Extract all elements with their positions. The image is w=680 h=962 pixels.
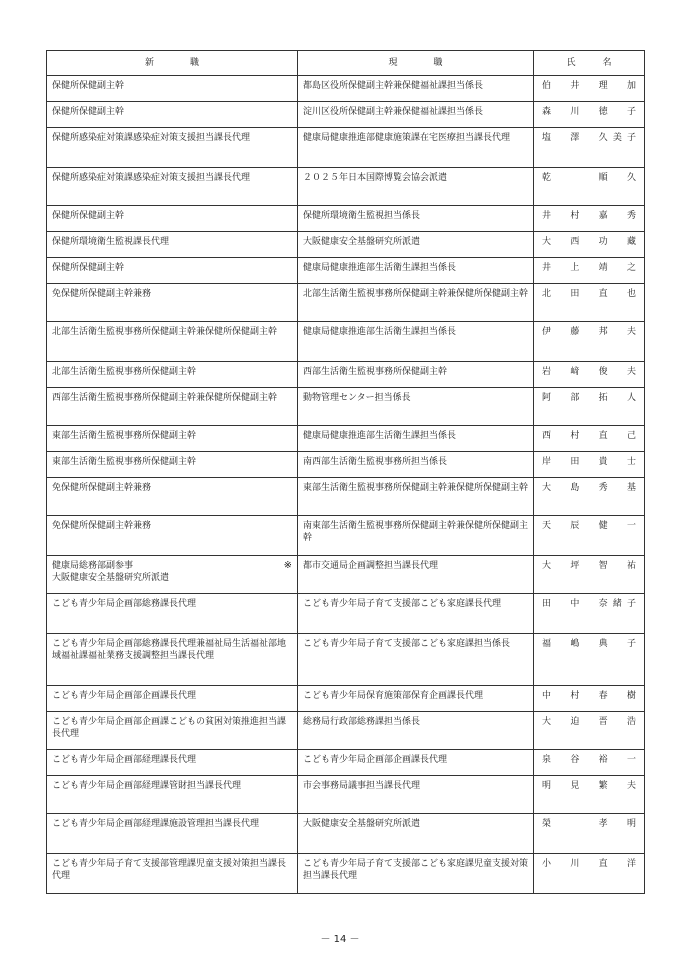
person-name-cell: 中 村 春 樹	[534, 686, 645, 712]
new-position-cell	[47, 232, 298, 258]
new-position-text: こども青少年局企画部経理課長代理	[52, 755, 197, 765]
new-position-text: 免保健所保健副主幹兼務	[52, 521, 152, 531]
table-row	[47, 388, 645, 426]
person-name-cell: 井 上 靖 之	[534, 258, 645, 284]
new-position-cell	[47, 478, 298, 516]
person-name-cell: 田 中 奈緒子	[534, 594, 645, 634]
person-name-cell: 岩 﨑 俊 夫	[534, 362, 645, 388]
table-row	[47, 128, 645, 168]
table-row	[47, 426, 645, 452]
new-position-text: こども青少年局子育て支援部管理課児童支援対策担当課長代理	[52, 859, 287, 881]
new-position-text: こども青少年局企画部企画課長代理	[52, 691, 197, 701]
person-name-cell: 岸 田 貴 士	[534, 452, 645, 478]
page-number: － 14 －	[320, 934, 360, 945]
current-position-cell: 東部生活衛生監視事務所保健副主幹兼保健所保健副主幹	[298, 478, 534, 516]
person-name-cell: 大 西 功 藏	[534, 232, 645, 258]
table-row	[47, 362, 645, 388]
current-position-cell: こども青少年局子育て支援部こども家庭課長代理	[298, 594, 534, 634]
person-name-cell: 伯 井 理 加	[534, 76, 645, 102]
new-position-cell	[47, 128, 298, 168]
header-new-position: 新 職	[47, 51, 298, 76]
new-position-text: 東部生活衛生監視事務所保健副主幹	[52, 431, 197, 441]
new-position-text: 免保健所保健副主幹兼務	[52, 483, 152, 493]
note-mark: ※	[283, 560, 292, 571]
table-row	[47, 102, 645, 128]
person-name-cell: 乾 順 久	[534, 168, 645, 206]
new-position-text: 保健所保健副主幹	[52, 263, 125, 273]
table-row	[47, 168, 645, 206]
person-name-cell: 塩 澤 久美子	[534, 128, 645, 168]
new-position-text: こども青少年局企画部経理課管財担当課長代理	[52, 781, 242, 791]
new-position-cell	[47, 556, 298, 594]
table-row	[47, 284, 645, 322]
person-name-cell: 泉 谷 裕 一	[534, 750, 645, 776]
current-position-cell: 動物管理センター担当係長	[298, 388, 534, 426]
new-position-cell	[47, 168, 298, 206]
new-position-text: 西部生活衛生監視事務所保健副主幹兼保健所保健副主幹	[52, 393, 278, 403]
new-position-cell	[47, 258, 298, 284]
new-position-text: 保健所感染症対策課感染症対策支援担当課長代理	[52, 133, 251, 143]
person-name-cell: 阿 部 拓 人	[534, 388, 645, 426]
new-position-cell	[47, 362, 298, 388]
new-position-cell	[47, 102, 298, 128]
current-position-cell: 総務局行政部総務課担当係長	[298, 712, 534, 750]
current-position-cell: 北部生活衛生監視事務所保健副主幹兼保健所保健副主幹	[298, 284, 534, 322]
table-row	[47, 516, 645, 556]
current-position-cell: こども青少年局企画部企画課長代理	[298, 750, 534, 776]
table-row	[47, 712, 645, 750]
new-position-cell	[47, 452, 298, 478]
person-name-cell: 明 見 繁 夫	[534, 776, 645, 814]
new-position-text: こども青少年局企画部総務課長代理	[52, 599, 197, 609]
current-position-cell: 南東部生活衛生監視事務所保健副主幹兼保健所保健副主幹	[298, 516, 534, 556]
person-name-cell: 森 川 徳 子	[534, 102, 645, 128]
header-row	[47, 51, 645, 76]
person-name-cell: 大 坪 智 祐	[534, 556, 645, 594]
new-position-cell	[47, 426, 298, 452]
new-position-cell	[47, 686, 298, 712]
new-position-text: 保健所保健副主幹	[52, 81, 125, 91]
new-position-cell	[47, 634, 298, 686]
current-position-cell: 健康局健康推進部健康施策課在宅医療担当課長代理	[298, 128, 534, 168]
person-name-cell: 西 村 直 己	[534, 426, 645, 452]
new-position-text: 保健所保健副主幹	[52, 107, 125, 117]
person-name-cell: 小 川 直 洋	[534, 854, 645, 894]
table-row	[47, 814, 645, 854]
person-name-cell: 榮 孝 明	[534, 814, 645, 854]
person-name-cell: 井 村 嘉 秀	[534, 206, 645, 232]
current-position-cell: こども青少年局子育て支援部こども家庭課児童支援対策担当課長代理	[298, 854, 534, 894]
person-name-cell: 伊 藤 邦 夫	[534, 322, 645, 362]
table-row	[47, 776, 645, 814]
header-name: 氏 名	[534, 51, 645, 76]
new-position-cell	[47, 750, 298, 776]
new-position-cell	[47, 854, 298, 894]
personnel-table	[46, 50, 645, 894]
current-position-cell: 市会事務局議事担当課長代理	[298, 776, 534, 814]
new-position-text: 免保健所保健副主幹兼務	[52, 289, 152, 299]
table-row	[47, 258, 645, 284]
new-position-cell	[47, 284, 298, 322]
current-position-cell: 健康局健康推進部生活衛生課担当係長	[298, 258, 534, 284]
new-position-text: 東部生活衛生監視事務所保健副主幹	[52, 457, 197, 467]
table-row	[47, 232, 645, 258]
table-row	[47, 452, 645, 478]
current-position-cell: 保健所環境衛生監視担当係長	[298, 206, 534, 232]
table-row	[47, 206, 645, 232]
new-position-text: こども青少年局企画部総務課長代理兼福祉局生活福祉部地域福祉課福祉業務支援調整担当課長代理	[52, 639, 287, 661]
current-position-cell: 健康局健康推進部生活衛生課担当係長	[298, 426, 534, 452]
new-position-cell	[47, 388, 298, 426]
header-current-position: 現 職	[298, 51, 534, 76]
table-row	[47, 750, 645, 776]
person-name-cell: 天 辰 健 一	[534, 516, 645, 556]
personnel-table-sheet	[46, 50, 644, 894]
new-position-text: 健康局総務部副参事 大阪健康安全基盤研究所派遣	[52, 561, 170, 583]
table-row	[47, 556, 645, 594]
person-name-cell: 北 田 直 也	[534, 284, 645, 322]
current-position-cell: 大阪健康安全基盤研究所派遣	[298, 232, 534, 258]
person-name-cell: 福 嶋 典 子	[534, 634, 645, 686]
table-row	[47, 634, 645, 686]
new-position-cell	[47, 776, 298, 814]
new-position-text: 保健所保健副主幹	[52, 211, 125, 221]
current-position-cell: 西部生活衛生監視事務所保健副主幹	[298, 362, 534, 388]
new-position-cell	[47, 712, 298, 750]
table-row	[47, 478, 645, 516]
current-position-cell: こども青少年局保育施策部保育企画課長代理	[298, 686, 534, 712]
new-position-text: 保健所環境衛生監視課長代理	[52, 237, 170, 247]
current-position-cell: 都市交通局企画調整担当課長代理	[298, 556, 534, 594]
new-position-text: 北部生活衛生監視事務所保健副主幹兼保健所保健副主幹	[52, 327, 278, 337]
current-position-cell: 南西部生活衛生監視事務所担当係長	[298, 452, 534, 478]
new-position-cell	[47, 76, 298, 102]
table-row	[47, 854, 645, 894]
new-position-text: こども青少年局企画部企画課こどもの貧困対策推進担当課長代理	[52, 717, 287, 739]
new-position-cell	[47, 206, 298, 232]
current-position-cell: ２０２５年日本国際博覧会協会派遣	[298, 168, 534, 206]
person-name-cell: 大 島 秀 基	[534, 478, 645, 516]
current-position-cell: 健康局健康推進部生活衛生課担当係長	[298, 322, 534, 362]
current-position-cell: 大阪健康安全基盤研究所派遣	[298, 814, 534, 854]
table-row	[47, 594, 645, 634]
person-name-cell: 大 迫 晋 浩	[534, 712, 645, 750]
current-position-cell: 都島区役所保健副主幹兼保健福祉課担当係長	[298, 76, 534, 102]
new-position-text: 保健所感染症対策課感染症対策支援担当課長代理	[52, 173, 251, 183]
new-position-text: こども青少年局企画部経理課施設管理担当課長代理	[52, 819, 260, 829]
new-position-cell	[47, 516, 298, 556]
table-row	[47, 686, 645, 712]
current-position-cell: 淀川区役所保健副主幹兼保健福祉課担当係長	[298, 102, 534, 128]
new-position-cell	[47, 814, 298, 854]
current-position-cell: こども青少年局子育て支援部こども家庭課担当係長	[298, 634, 534, 686]
new-position-cell	[47, 322, 298, 362]
new-position-cell	[47, 594, 298, 634]
table-row	[47, 76, 645, 102]
new-position-text: 北部生活衛生監視事務所保健副主幹	[52, 367, 197, 377]
table-row	[47, 322, 645, 362]
